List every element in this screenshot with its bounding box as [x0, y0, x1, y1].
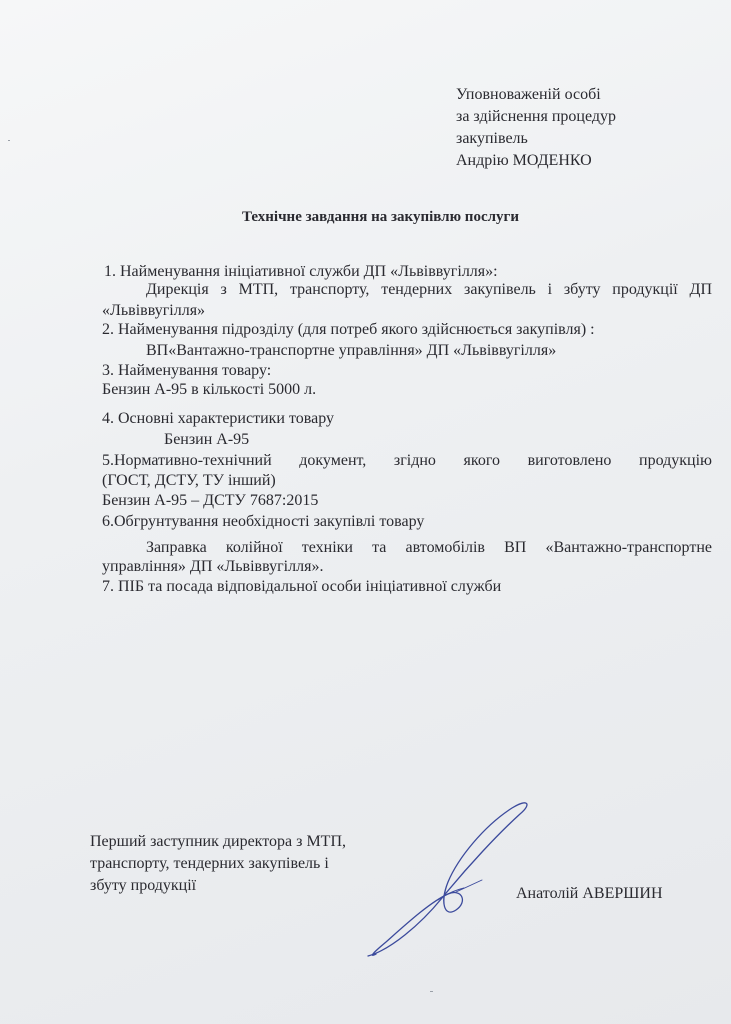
section-4-heading: 4. Основні характеристики товару — [102, 410, 334, 427]
paper-speck — [8, 140, 10, 141]
signer-position — [90, 831, 346, 897]
addressee-line-1: Уповноваженій особі — [456, 86, 601, 103]
section-6-value-line-2: управління» ДП «Львіввугілля». — [102, 558, 324, 575]
section-5-value: Бензин А-95 – ДСТУ 7687:2015 — [102, 492, 319, 509]
section-2-heading: 2. Найменування підрозділу (для потреб якого здійснюється закупівля) : — [102, 321, 595, 338]
section-5-heading-line-2: (ГОСТ, ДСТУ, ТУ інший) — [102, 472, 276, 489]
section-4-value: Бензин А-95 — [164, 431, 250, 448]
section-3-heading: 3. Найменування товару: — [102, 362, 272, 379]
section-3-value: Бензин А-95 в кількості 5000 л. — [102, 381, 317, 398]
section-5-heading-line-1: 5.Нормативно-технічний документ, згідно якого виготовлено продукцію — [102, 452, 712, 469]
section-1-value-line-2: «Львіввугілля» — [102, 302, 206, 319]
signer-name: Анатолій АВЕРШИН — [516, 885, 663, 902]
section-1-value-line-1: Дирекція з МТП, транспорту, тендерних закупівель і збуту продукції ДП — [146, 281, 712, 298]
section-2-value: ВП«Вантажно-транспортне управління» ДП «Львіввугілля» — [146, 342, 557, 359]
addressee-line-3: закупівель — [456, 130, 528, 147]
section-6-heading: 6.Обгрунтування необхідності закупівлі товару — [102, 513, 425, 530]
signer-position-line-3: збуту продукції — [90, 877, 197, 894]
addressee-line-2: за здійснення процедур — [456, 108, 617, 125]
addressee-line-4: Андрію МОДЕНКО — [456, 152, 592, 169]
section-6-value-line-1: Заправка колійної техніки та автомобілів ВП «Вантажно-транспортне — [146, 539, 712, 556]
handwritten-signature-icon — [360, 800, 540, 970]
paper-speck — [430, 991, 433, 992]
section-7-heading: 7. ПІБ та посада відповідальної особи ініціативної служби — [102, 578, 502, 595]
section-1-heading: 1. Найменування ініціативної служби ДП «Львіввугілля»: — [104, 263, 498, 280]
document-title: Технічне завдання на закупівлю послуги — [242, 209, 519, 225]
addressee-block — [456, 84, 616, 172]
signer-position-line-2: транспорту, тендерних закупівель і — [90, 855, 329, 872]
signer-position-line-1: Перший заступник директора з МТП, — [90, 833, 346, 850]
